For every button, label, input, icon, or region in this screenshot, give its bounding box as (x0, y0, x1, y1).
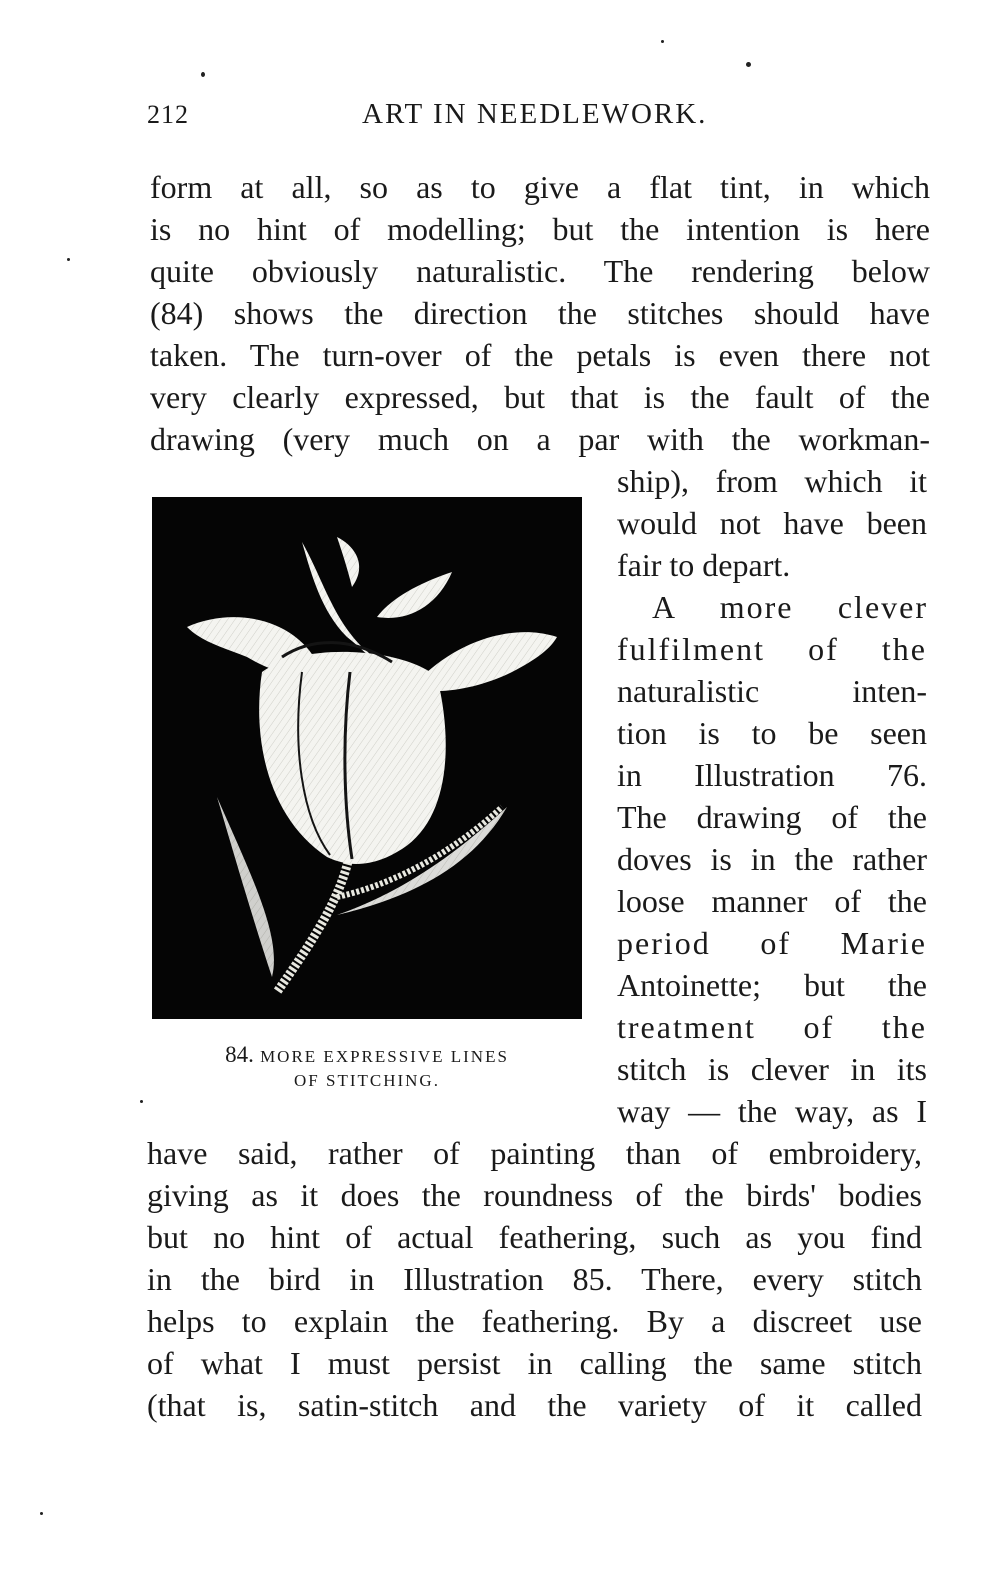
body-line: but no hint of actual feathering, such as you find (147, 1219, 922, 1255)
body-line: form at all, so as to give a flat tint, in which (150, 169, 930, 205)
body-line: way — the way, as I (617, 1093, 927, 1129)
print-speck (140, 1100, 143, 1103)
body-line: doves is in the rather (617, 841, 927, 877)
running-head (147, 96, 937, 136)
left-leaf (217, 797, 274, 977)
tulip-cup (259, 652, 446, 864)
body-line: have said, rather of painting than of embroidery, (147, 1135, 922, 1171)
caption-line2: OF STITCHING. (294, 1071, 440, 1090)
body-line: helps to explain the feathering. By a discreet use (147, 1303, 922, 1339)
body-line: drawing (very much on a par with the workman- (150, 421, 930, 457)
body-line: (that is, satin-stitch and the variety of it called (147, 1387, 922, 1423)
page-number: 212 (147, 100, 189, 129)
print-speck (40, 1512, 43, 1515)
body-line: would not have been (617, 505, 927, 541)
body-line: period of Marie (617, 925, 927, 961)
caption-line1: MORE EXPRESSIVE LINES (260, 1047, 509, 1066)
body-line: taken. The turn-over of the petals is even there not (150, 337, 930, 373)
body-line: is no hint of modelling; but the intention is here (150, 211, 930, 247)
body-line: (84) shows the direction the stitches should have (150, 295, 930, 331)
body-line: The drawing of the (617, 799, 927, 835)
body-line: treatment of the (617, 1009, 927, 1045)
tulip-stem (277, 852, 350, 992)
body-line: quite obviously naturalistic. The rendering below (150, 253, 930, 289)
body-line: tion is to be seen (617, 715, 927, 751)
body-line: Antoinette; but the (617, 967, 927, 1003)
print-speck (661, 40, 664, 43)
running-title: ART IN NEEDLEWORK. (362, 98, 708, 130)
body-line: of what I must persist in calling the same stitch (147, 1345, 922, 1381)
print-speck (67, 258, 70, 261)
body-line: A more clever (652, 589, 928, 625)
top-petal-tip (337, 537, 359, 587)
body-line: in Illustration 76. (617, 757, 927, 793)
body-line: loose manner of the (617, 883, 927, 919)
body-line: naturalistic inten- (617, 673, 927, 709)
print-speck (746, 62, 751, 67)
body-line: giving as it does the roundness of the birds' bodies (147, 1177, 922, 1213)
print-speck (201, 72, 205, 77)
body-line: very clearly expressed, but that is the fault of the (150, 379, 930, 415)
body-line: ship), from which it (617, 463, 927, 499)
embroidery-illustration (152, 497, 582, 1019)
body-line: fair to depart. (617, 547, 791, 583)
back-petal (377, 572, 452, 618)
figure-caption (152, 1043, 582, 1093)
body-line: in the bird in Illustration 85. There, every stitch (147, 1261, 922, 1297)
body-line: fulfilment of the (617, 631, 927, 667)
tulip-drawing (152, 497, 582, 1019)
body-line: stitch is clever in its (617, 1051, 927, 1087)
caption-number: 84. (225, 1042, 254, 1067)
